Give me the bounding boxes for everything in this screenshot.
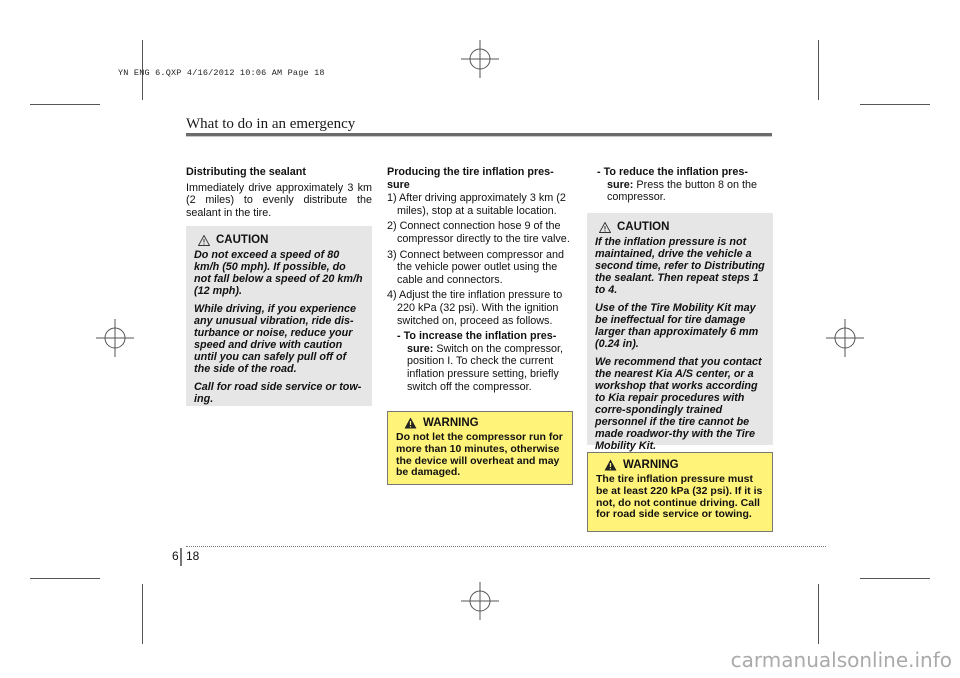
warning-box (587, 452, 773, 532)
crop-mark (142, 584, 143, 644)
warning-triangle-icon (604, 459, 617, 471)
watermark: carmanualsonline.info (730, 648, 952, 672)
chapter-number: 6 (172, 549, 179, 563)
registration-mark-icon (461, 40, 499, 78)
warning-triangle-icon (404, 417, 417, 429)
caution-label: CAUTION (617, 221, 670, 233)
caution-text: While driving, if you experience any unusual vibration, ride dis-turbance or noise, reduce your speed and drive with caution until you can safely pull off of the side of the road. (194, 303, 356, 375)
caution-text: We recommend that you contact the nearest Kia A/S center, or a workshop that works according to Kia repair procedures with corre-spondingly trained personnel if the tire cannot be made roadwor-thy with the Tire Mobility Kit. (595, 356, 762, 452)
caution-text: Do not exceed a speed of 80 km/h (50 mph). If possible, do not fall below a speed of 20 km/h (12 mph). (194, 249, 363, 297)
caution-triangle-icon (198, 235, 210, 246)
caution-text: If the inflation pressure is not maintained, drive the vehicle a second time, refer to Distributing the sealant. Then repeat steps 1 to 4. (595, 236, 765, 296)
warning-text: Do not let the compressor run for more than 10 minutes, otherwise the device will overheat and may be damaged. (396, 431, 563, 479)
print-slug: YN ENG 6.QXP 4/16/2012 10:06 AM Page 18 (118, 68, 325, 78)
substep-text: Switch on the compressor, position I. To check the current inflation pressure setting, briefly switch off the compressor. (407, 342, 564, 393)
warning-label: WARNING (623, 459, 679, 471)
column-3 (587, 166, 773, 207)
caution-text: Call for road side service or tow-ing. (194, 381, 362, 405)
substep-label: - To reduce the inflation pres-sure: (597, 166, 748, 191)
step-item: 2) Connect connection hose 9 of the compressor directly to the tire valve. (387, 220, 570, 245)
crop-mark (860, 104, 930, 105)
step-item: 1) After driving approximately 3 km (2 miles), stop at a suitable location. (387, 192, 566, 217)
caution-title (595, 221, 765, 233)
warning-title (596, 459, 764, 471)
footer-rule (186, 546, 826, 547)
caution-label: CAUTION (216, 234, 269, 246)
column-1 (186, 166, 372, 219)
page-number: 18 (186, 549, 200, 563)
warning-label: WARNING (423, 417, 479, 429)
caution-box (587, 213, 773, 452)
caution-title (194, 234, 364, 246)
substep-label: - To increase the inflation pres-sure: (397, 330, 557, 355)
caution-triangle-icon (599, 222, 611, 233)
body-text: Immediately drive approximately 3 km (2 miles) to evenly distribute the sealant in the tire. (186, 181, 372, 219)
registration-mark-icon (826, 319, 864, 357)
section-heading: Distributing the sealant (186, 166, 306, 178)
crop-mark (30, 104, 100, 105)
substep-item (587, 166, 773, 204)
header-rule-light (186, 136, 772, 137)
warning-text: The tire inflation pressure must be at least 220 kPa (32 psi). If it is not, do not continue driving. Call for road side service or towing. (596, 473, 763, 521)
registration-mark-icon (96, 319, 134, 357)
substep-text: Press the button 8 on the compressor. (607, 178, 758, 204)
column-2 (387, 166, 573, 396)
footer-divider (180, 548, 182, 566)
caution-box (186, 226, 372, 406)
crop-mark (818, 584, 819, 644)
crop-mark (818, 40, 819, 100)
section-heading: Producing the tire inflation pres-sure (387, 166, 554, 191)
warning-title (396, 417, 564, 429)
caution-text: Use of the Tire Mobility Kit may be ineffectual for tire damage larger than approximately 6 mm (0.24 in). (595, 302, 759, 350)
substep-item (387, 330, 573, 393)
step-item: 3) Connect between compressor and the vehicle power outlet using the cable and connectors. (387, 248, 565, 286)
warning-box (387, 411, 573, 485)
step-item: 4) Adjust the tire inflation pressure to 220 kPa (32 psi). With the ignition switched on, proceed as follows. (387, 289, 563, 327)
crop-mark (30, 578, 100, 579)
section-title: What to do in an emergency (186, 116, 356, 132)
crop-mark (860, 578, 930, 579)
registration-mark-icon (461, 582, 499, 620)
